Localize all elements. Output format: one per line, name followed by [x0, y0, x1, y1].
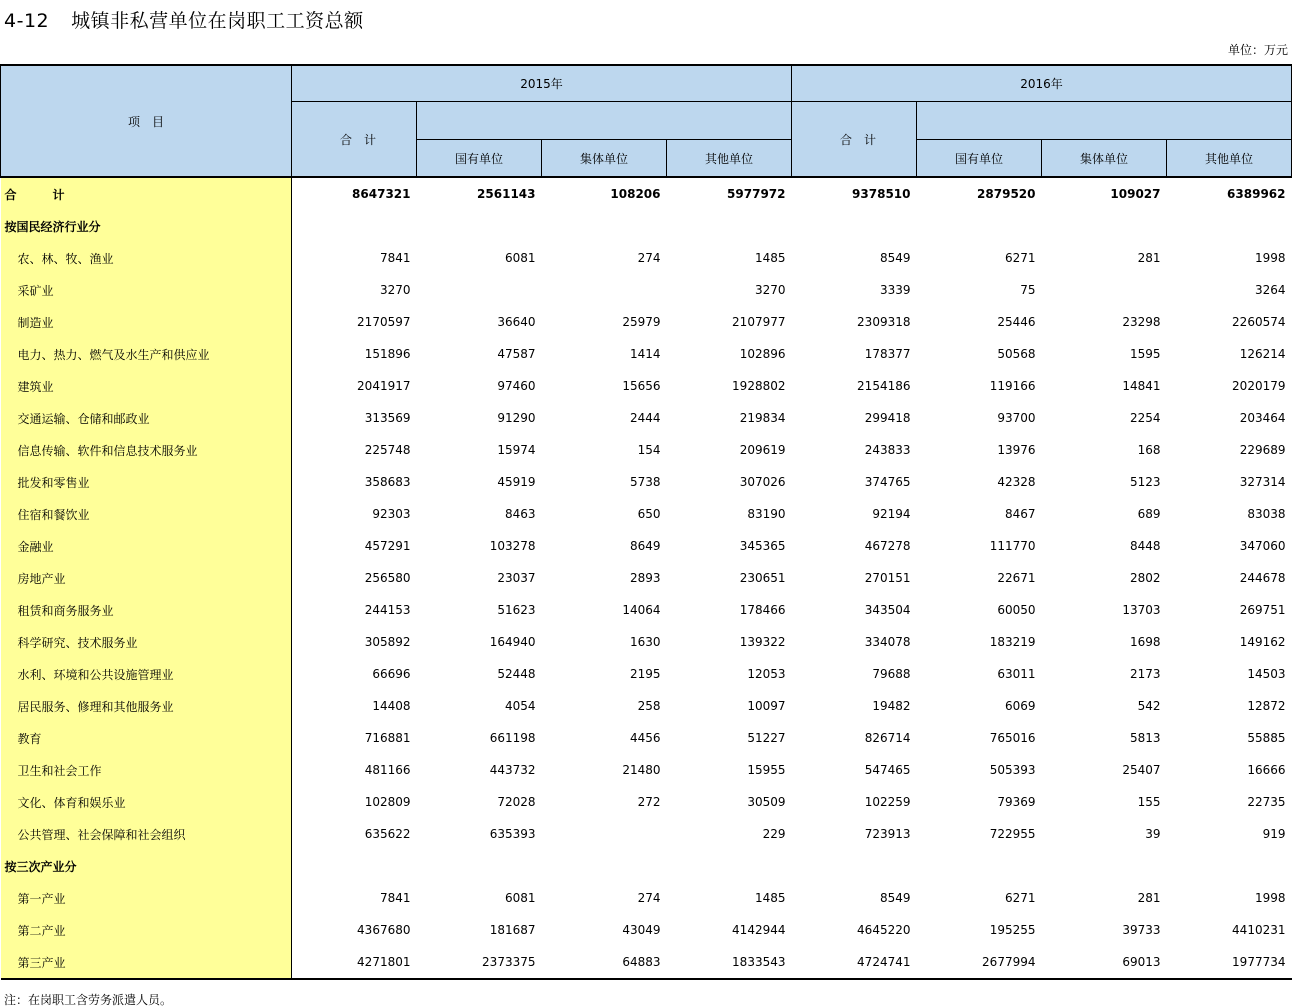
row-label: 第二产业 — [1, 914, 292, 946]
row-label: 批发和零售业 — [1, 466, 292, 498]
row-label: 交通运输、仓储和邮政业 — [1, 402, 292, 434]
table-cell: 2373375 — [417, 946, 542, 979]
table-cell: 8649 — [629, 539, 661, 553]
table-cell — [1167, 850, 1292, 882]
table-cell: 919 — [1262, 827, 1286, 841]
table-cell — [1042, 850, 1167, 882]
table-cell: 313569 — [364, 411, 411, 425]
table-row — [1, 754, 1292, 786]
table-cell: 274 — [637, 251, 661, 265]
table-cell: 2154186 — [857, 379, 911, 393]
table-cell: 229 — [762, 827, 786, 841]
row-label: 卫生和社会工作 — [1, 754, 292, 786]
table-cell: 23037 — [497, 571, 536, 585]
table-row — [1, 562, 1292, 594]
table-cell: 689 — [1137, 507, 1161, 521]
table-cell: 79688 — [872, 667, 911, 681]
table-cell — [542, 818, 667, 850]
header-2015-total: 合 计 — [292, 102, 417, 178]
table-cell — [542, 210, 667, 242]
table-title: 城镇非私营单位在岗职工工资总额 — [71, 10, 364, 32]
row-label: 第一产业 — [1, 882, 292, 914]
table-cell: 244153 — [364, 603, 411, 617]
table-cell: 281 — [1137, 251, 1161, 265]
table-cell — [917, 850, 1042, 882]
table-cell: 345365 — [739, 539, 786, 553]
table-cell: 650 — [637, 507, 661, 521]
table-cell: 505393 — [989, 763, 1036, 777]
row-label: 公共管理、社会保障和社会组织 — [1, 818, 292, 850]
table-cell: 219834 — [739, 411, 786, 425]
table-cell: 2879520 — [977, 187, 1036, 201]
table-cell — [292, 850, 417, 882]
table-cell: 139322 — [739, 635, 786, 649]
table-cell: 2893 — [629, 571, 661, 585]
table-cell: 66696 — [372, 667, 411, 681]
table-cell: 4271801 — [292, 946, 417, 979]
table-cell: 4410231 — [1232, 923, 1286, 937]
table-cell: 467278 — [864, 539, 911, 553]
row-label: 制造业 — [1, 306, 292, 338]
table-cell: 481166 — [364, 763, 411, 777]
table-cell: 50568 — [997, 347, 1036, 361]
table-cell: 22671 — [997, 571, 1036, 585]
table-cell: 635393 — [489, 827, 536, 841]
header-2016-other: 其他单位 — [1167, 140, 1292, 178]
table-cell: 8463 — [504, 507, 536, 521]
table-cell: 111770 — [989, 539, 1036, 553]
table-cell: 1998 — [1254, 251, 1286, 265]
table-cell: 3270 — [754, 283, 786, 297]
row-label: 教育 — [1, 722, 292, 754]
header-year-2016: 2016年 — [792, 65, 1292, 102]
table-cell: 14841 — [1122, 379, 1161, 393]
row-label: 文化、体育和娱乐业 — [1, 786, 292, 818]
header-2016-spacer — [917, 102, 1292, 140]
table-cell: 14408 — [372, 699, 411, 713]
table-row — [1, 530, 1292, 562]
table-cell: 1698 — [1129, 635, 1161, 649]
row-label: 采矿业 — [1, 274, 292, 306]
table-cell: 103278 — [489, 539, 536, 553]
header-2016-total: 合 计 — [792, 102, 917, 178]
table-cell: 7841 — [379, 891, 411, 905]
table-cell: 164940 — [489, 635, 536, 649]
table-cell — [917, 210, 1042, 242]
table-cell: 97460 — [497, 379, 536, 393]
table-row — [1, 850, 1292, 882]
table-cell: 2309318 — [857, 315, 911, 329]
table-cell: 8549 — [879, 891, 911, 905]
table-body — [1, 177, 1292, 979]
table-cell: 42328 — [997, 475, 1036, 489]
table-row — [1, 498, 1292, 530]
table-cell: 4367680 — [357, 923, 411, 937]
table-cell: 4054 — [504, 699, 536, 713]
table-cell: 151896 — [364, 347, 411, 361]
table-cell: 25446 — [997, 315, 1036, 329]
table-cell: 374765 — [864, 475, 911, 489]
table-cell: 4456 — [629, 731, 661, 745]
table-row — [1, 402, 1292, 434]
table-cell: 83038 — [1247, 507, 1286, 521]
header-2015-collective: 集体单位 — [542, 140, 667, 178]
table-cell — [667, 850, 792, 882]
table-cell: 256580 — [364, 571, 411, 585]
table-cell: 102259 — [864, 795, 911, 809]
table-cell: 334078 — [864, 635, 911, 649]
row-label: 租赁和商务服务业 — [1, 594, 292, 626]
table-row — [1, 946, 1292, 979]
table-cell — [417, 210, 542, 242]
table-cell: 15974 — [497, 443, 536, 457]
row-label: 建筑业 — [1, 370, 292, 402]
table-cell: 723913 — [864, 827, 911, 841]
table-cell: 2173 — [1129, 667, 1161, 681]
table-row — [1, 466, 1292, 498]
table-row — [1, 370, 1292, 402]
table-row — [1, 306, 1292, 338]
table-cell: 299418 — [864, 411, 911, 425]
table-cell: 1928802 — [732, 379, 786, 393]
table-cell: 307026 — [739, 475, 786, 489]
table-row — [1, 338, 1292, 370]
table-cell: 181687 — [489, 923, 536, 937]
table-row — [1, 690, 1292, 722]
table-row — [1, 594, 1292, 626]
table-row — [1, 434, 1292, 466]
row-label: 水利、环境和公共设施管理业 — [1, 658, 292, 690]
table-cell: 108206 — [610, 187, 661, 201]
table-cell: 2260574 — [1232, 315, 1286, 329]
table-cell: 126214 — [1239, 347, 1286, 361]
table-row — [1, 722, 1292, 754]
table-cell: 51227 — [747, 731, 786, 745]
table-cell: 1414 — [629, 347, 661, 361]
table-cell: 63011 — [997, 667, 1036, 681]
table-cell: 347060 — [1239, 539, 1286, 553]
table-cell: 3264 — [1254, 283, 1286, 297]
table-cell: 2802 — [1129, 571, 1161, 585]
table-cell: 69013 — [1042, 946, 1167, 979]
row-label: 按三次产业分 — [1, 850, 292, 882]
row-label: 居民服务、修理和其他服务业 — [1, 690, 292, 722]
table-cell: 5123 — [1129, 475, 1161, 489]
table-cell: 2195 — [629, 667, 661, 681]
table-cell: 269751 — [1239, 603, 1286, 617]
row-label: 农、林、牧、渔业 — [1, 242, 292, 274]
table-cell — [667, 210, 792, 242]
table-cell: 52448 — [497, 667, 536, 681]
table-cell: 270151 — [864, 571, 911, 585]
table-cell: 168 — [1137, 443, 1161, 457]
table-cell: 1977734 — [1167, 946, 1292, 979]
table-cell: 243833 — [864, 443, 911, 457]
table-cell: 10097 — [747, 699, 786, 713]
table-cell: 2677994 — [917, 946, 1042, 979]
table-cell: 51623 — [497, 603, 536, 617]
table-cell: 6081 — [504, 251, 536, 265]
table-cell: 716881 — [364, 731, 411, 745]
table-cell: 45919 — [497, 475, 536, 489]
table-cell: 154 — [637, 443, 661, 457]
table-cell: 661198 — [489, 731, 536, 745]
table-cell: 47587 — [497, 347, 536, 361]
table-cell: 229689 — [1239, 443, 1286, 457]
table-cell: 4645220 — [857, 923, 911, 937]
table-cell: 343504 — [864, 603, 911, 617]
row-label: 电力、热力、燃气及水生产和供应业 — [1, 338, 292, 370]
table-cell: 635622 — [364, 827, 411, 841]
table-cell: 5738 — [629, 475, 661, 489]
table-cell: 15955 — [747, 763, 786, 777]
table-cell — [542, 274, 667, 306]
table-cell: 21480 — [622, 763, 661, 777]
table-cell: 79369 — [997, 795, 1036, 809]
table-cell: 43049 — [622, 923, 661, 937]
row-label: 房地产业 — [1, 562, 292, 594]
table-cell: 6081 — [504, 891, 536, 905]
table-cell: 119166 — [989, 379, 1036, 393]
table-cell — [292, 210, 417, 242]
table-cell: 15656 — [622, 379, 661, 393]
footnote: 注：在岗职工含劳务派遣人员。 — [4, 993, 173, 1007]
table-cell: 178466 — [739, 603, 786, 617]
table-cell: 244678 — [1239, 571, 1286, 585]
table-cell: 358683 — [364, 475, 411, 489]
table-cell: 149162 — [1239, 635, 1286, 649]
table-cell: 1595 — [1129, 347, 1161, 361]
table-cell: 1485 — [754, 891, 786, 905]
table-cell: 30509 — [747, 795, 786, 809]
table-cell: 305892 — [364, 635, 411, 649]
table-cell: 25979 — [622, 315, 661, 329]
table-cell: 13703 — [1122, 603, 1161, 617]
table-cell: 16666 — [1247, 763, 1286, 777]
table-cell: 91290 — [497, 411, 536, 425]
table-cell: 272 — [637, 795, 661, 809]
table-cell: 2107977 — [732, 315, 786, 329]
table-row — [1, 786, 1292, 818]
table-cell: 826714 — [864, 731, 911, 745]
table-cell: 22735 — [1247, 795, 1286, 809]
table-cell — [1042, 274, 1167, 306]
table-cell: 8467 — [1004, 507, 1036, 521]
header-2015-spacer — [417, 102, 792, 140]
row-label: 第三产业 — [1, 946, 292, 979]
table-row — [1, 626, 1292, 658]
header-2016-collective: 集体单位 — [1042, 140, 1167, 178]
table-cell — [417, 850, 542, 882]
table-cell: 2561143 — [477, 187, 536, 201]
header-2015-state: 国有单位 — [417, 140, 542, 178]
table-cell: 274 — [637, 891, 661, 905]
wage-table — [0, 64, 1292, 980]
table-cell: 3270 — [379, 283, 411, 297]
table-header — [1, 65, 1292, 177]
table-cell: 547465 — [864, 763, 911, 777]
table-cell: 36640 — [497, 315, 536, 329]
table-cell: 12053 — [747, 667, 786, 681]
table-cell: 55885 — [1247, 731, 1286, 745]
table-cell — [792, 850, 917, 882]
table-row — [1, 658, 1292, 690]
table-cell: 765016 — [989, 731, 1036, 745]
table-cell: 178377 — [864, 347, 911, 361]
table-cell: 83190 — [747, 507, 786, 521]
row-label: 按国民经济行业分 — [1, 210, 292, 242]
table-cell: 1998 — [1254, 891, 1286, 905]
table-cell: 64883 — [542, 946, 667, 979]
table-cell: 2444 — [629, 411, 661, 425]
table-cell — [792, 210, 917, 242]
table-cell: 8549 — [879, 251, 911, 265]
table-cell: 281 — [1137, 891, 1161, 905]
table-cell: 14503 — [1247, 667, 1286, 681]
table-cell — [1042, 210, 1167, 242]
table-row — [1, 210, 1292, 242]
table-cell: 195255 — [989, 923, 1036, 937]
table-cell: 75 — [1020, 283, 1036, 297]
table-cell: 5977972 — [727, 187, 786, 201]
table-cell: 6271 — [1004, 891, 1036, 905]
table-cell: 8647321 — [352, 187, 411, 201]
row-label: 合 计 — [1, 177, 292, 210]
table-cell: 258 — [637, 699, 661, 713]
row-label: 科学研究、技术服务业 — [1, 626, 292, 658]
table-cell: 39 — [1145, 827, 1161, 841]
table-row — [1, 177, 1292, 210]
table-cell: 4142944 — [732, 923, 786, 937]
table-cell: 6069 — [1004, 699, 1036, 713]
table-cell: 209619 — [739, 443, 786, 457]
table-cell: 39733 — [1122, 923, 1161, 937]
table-row — [1, 274, 1292, 306]
table-cell: 2041917 — [357, 379, 411, 393]
page-title — [4, 6, 364, 33]
table-cell: 19482 — [872, 699, 911, 713]
table-cell: 25407 — [1122, 763, 1161, 777]
header-year-2015: 2015年 — [292, 65, 792, 102]
table-cell: 722955 — [989, 827, 1036, 841]
table-cell: 1833543 — [667, 946, 792, 979]
table-cell: 14064 — [622, 603, 661, 617]
table-cell — [542, 850, 667, 882]
table-cell: 8448 — [1129, 539, 1161, 553]
header-2016-state: 国有单位 — [917, 140, 1042, 178]
table-cell: 203464 — [1239, 411, 1286, 425]
table-cell: 2170597 — [357, 315, 411, 329]
unit-label: 单位：万元 — [1227, 43, 1288, 57]
table-cell: 6271 — [1004, 251, 1036, 265]
table-cell: 225748 — [364, 443, 411, 457]
row-label: 金融业 — [1, 530, 292, 562]
table-cell: 13976 — [997, 443, 1036, 457]
table-cell: 12872 — [1247, 699, 1286, 713]
table-cell — [1167, 210, 1292, 242]
table-row — [1, 818, 1292, 850]
table-cell: 5813 — [1129, 731, 1161, 745]
table-cell: 3339 — [879, 283, 911, 297]
table-cell: 327314 — [1239, 475, 1286, 489]
header-2015-other: 其他单位 — [667, 140, 792, 178]
table-cell: 2254 — [1129, 411, 1161, 425]
table-cell: 1485 — [754, 251, 786, 265]
table-cell: 102896 — [739, 347, 786, 361]
table-cell: 72028 — [497, 795, 536, 809]
table-cell: 542 — [1137, 699, 1161, 713]
table-cell: 109027 — [1110, 187, 1161, 201]
table-cell: 155 — [1137, 795, 1161, 809]
table-cell: 183219 — [989, 635, 1036, 649]
row-label: 信息传输、软件和信息技术服务业 — [1, 434, 292, 466]
table-cell: 457291 — [364, 539, 411, 553]
table-cell: 92303 — [372, 507, 411, 521]
table-cell: 102809 — [364, 795, 411, 809]
table-cell: 60050 — [997, 603, 1036, 617]
table-cell: 9378510 — [852, 187, 911, 201]
table-cell: 7841 — [379, 251, 411, 265]
table-cell: 92194 — [872, 507, 911, 521]
table-number: 4-12 — [4, 10, 50, 32]
table-cell: 230651 — [739, 571, 786, 585]
table-row — [1, 242, 1292, 274]
table-cell: 23298 — [1122, 315, 1161, 329]
table-row — [1, 914, 1292, 946]
header-item: 项 目 — [1, 65, 292, 177]
table-row — [1, 882, 1292, 914]
table-cell: 4724741 — [792, 946, 917, 979]
table-cell: 2020179 — [1232, 379, 1286, 393]
table-cell: 1630 — [629, 635, 661, 649]
table-cell — [417, 274, 542, 306]
row-label: 住宿和餐饮业 — [1, 498, 292, 530]
table-cell: 443732 — [489, 763, 536, 777]
table-cell: 93700 — [997, 411, 1036, 425]
table-cell: 6389962 — [1227, 187, 1286, 201]
